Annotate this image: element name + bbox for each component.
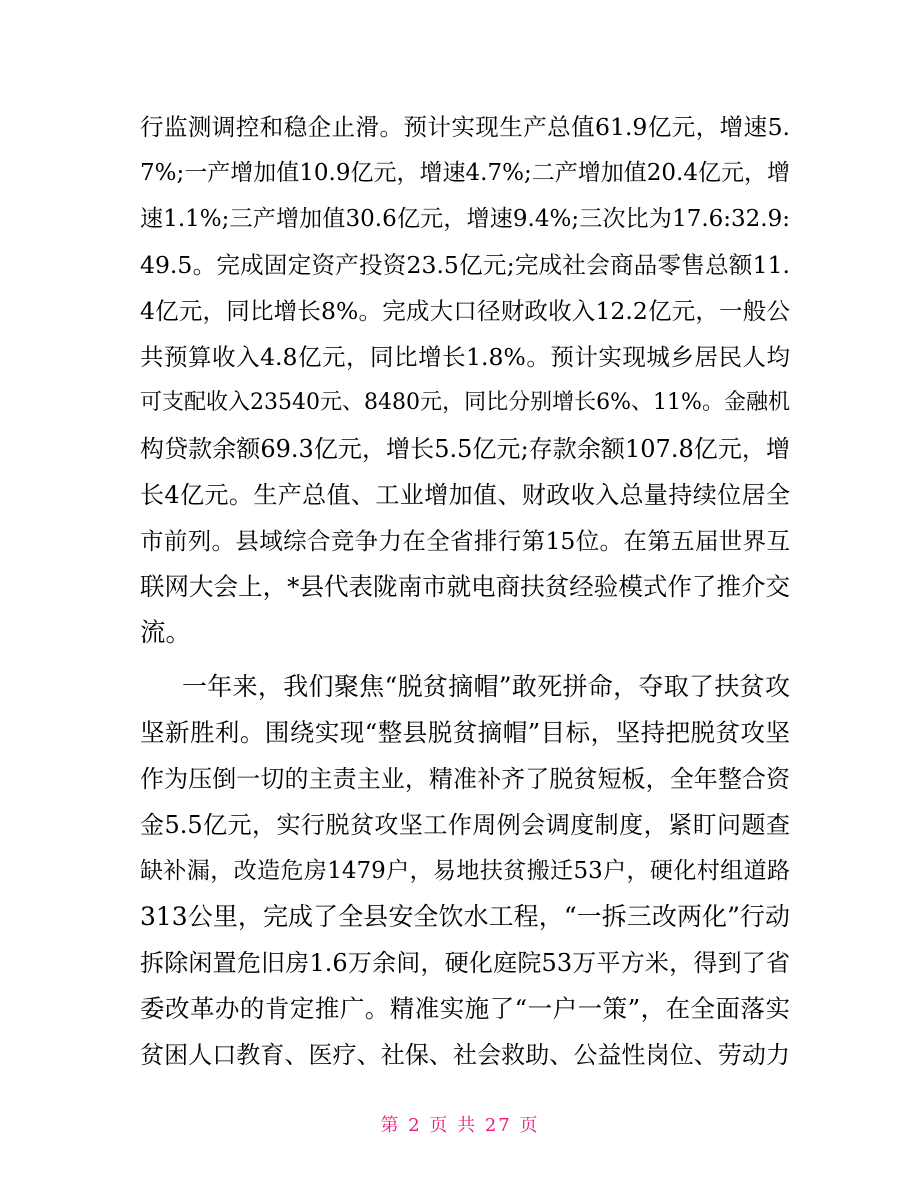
text-line: 共预算收入4.8亿元，同比增长1.8%。预计实现城乡居民人均 (140, 343, 790, 371)
text-line: 缺补漏，改造危房1479户，易地扶贫搬迁53户，硬化村组道路 (140, 858, 790, 884)
text-line: 313公里，完成了全县安全饮水工程，“一拆三改两化”行动 (140, 902, 790, 931)
text-line: 金5.5亿元，实行脱贫攻坚工作周例会调度制度，紧盯问题查 (140, 811, 790, 839)
text-line: 49.5。完成固定资产投资23.5亿元;完成社会商品零售总额11. (140, 251, 790, 279)
text-line: 4亿元，同比增长8%。完成大口径财政收入12.2亿元，一般公 (140, 297, 790, 325)
text-line: 拆除闲置危旧房1.6万余间，硬化庭院53万平方米，得到了省 (140, 949, 790, 977)
text-line: 一年来，我们聚焦“脱贫摘帽”敢死拼命，夺取了扶贫攻 (182, 672, 790, 701)
text-line: 联网大会上，*县代表陇南市就电商扶贫经验模式作了推介交 (140, 572, 790, 601)
text-line: 委改革办的肯定推广。精准实施了“一户一策”，在全面落实 (140, 994, 790, 1023)
page-number-footer: 第 2 页 共 27 页 (380, 1115, 540, 1136)
text-line: 作为压倒一切的主责主业，精准补齐了脱贫短板，全年整合资 (140, 765, 790, 793)
text-line: 坚新胜利。围绕实现“整县脱贫摘帽”目标，坚持把脱贫攻坚 (140, 718, 790, 747)
text-line: 可支配收入23540元、8480元，同比分别增长6%、11%。金融机 (140, 390, 790, 415)
text-line: 速1.1%;三产增加值30.6亿元，增速9.4%;三次比为17.6:32.9: (140, 206, 790, 232)
text-line: 贫困人口教育、医疗、社保、社会救助、公益性岗位、劳动力 (140, 1041, 790, 1069)
text-line: 流。 (140, 618, 192, 648)
text-line: 行监测调控和稳企止滑。预计实现生产总值61.9亿元，增速5. (140, 113, 790, 141)
text-line: 构贷款余额69.3亿元，增长5.5亿元;存款余额107.8亿元，增 (140, 435, 790, 463)
text-line: 7%;一产增加值10.9亿元，增速4.7%;二产增加值20.4亿元，增 (140, 160, 790, 186)
text-line: 市前列。县域综合竞争力在全省排行第15位。在第五届世界互 (140, 527, 790, 555)
text-line: 长4亿元。生产总值、工业增加值、财政收入总量持续位居全 (140, 481, 790, 509)
